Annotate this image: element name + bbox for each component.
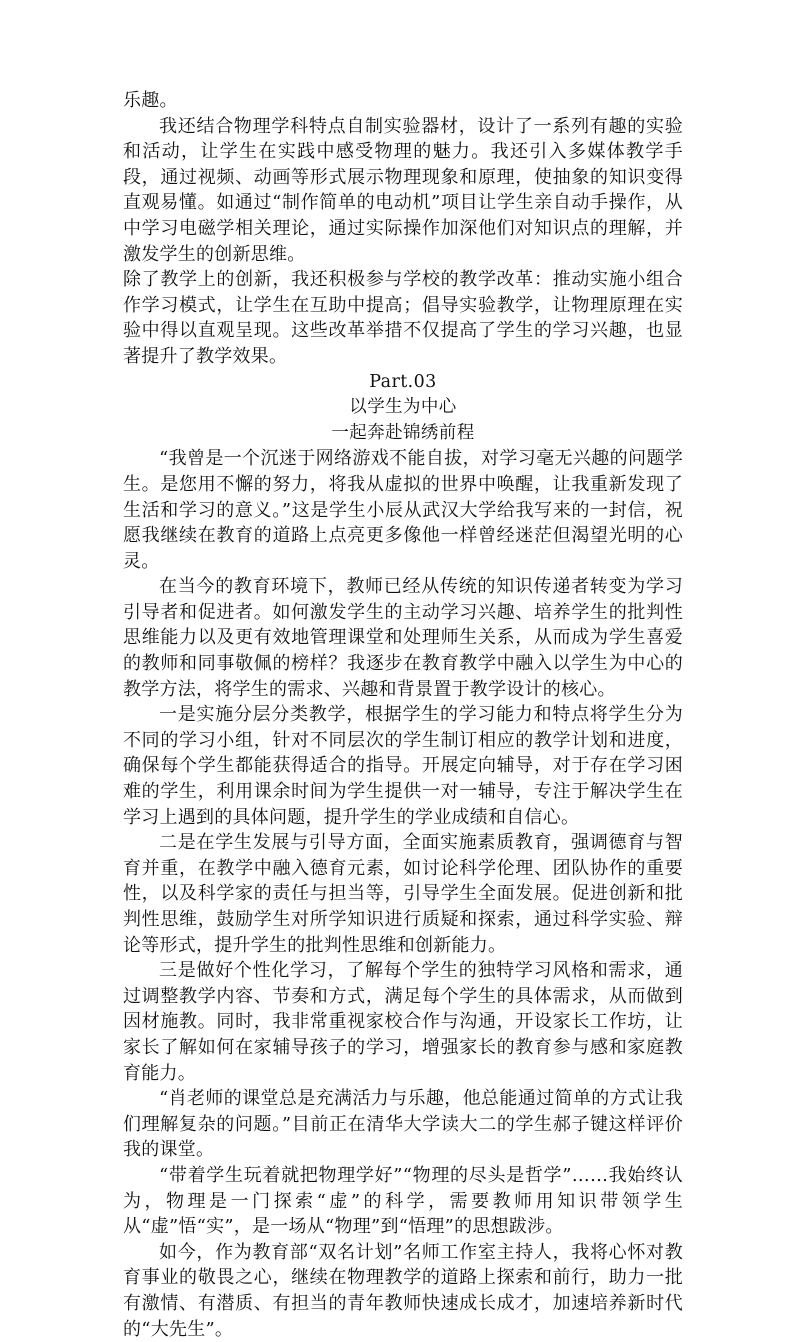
paragraph-physics-philosophy: “带着学生玩着就把物理学好”“物理的尽头是哲学”……我始终认为，物理是一门探索“虚”的科学，需要教师用知识带领学生从“虚”悟“实”，是一场从“物理”到“悟理”的思想跋涉。 (123, 1164, 683, 1238)
section-title: 以学生为中心 (349, 397, 457, 418)
section-subtitle: 一起奔赴锦绣前程 (331, 422, 475, 443)
paragraph-conclusion: 如今，作为教育部“双名计划”名师工作室主持人，我将心怀对教育事业的敬畏之心，继续在物理教学的道路上探索和前行，助力一批有激情、有潜质、有担当的青年教师快速成长成才，加速培养新时代的“大先生”。 (123, 1241, 683, 1340)
paragraph-tiered-teaching: 一是实施分层分类教学，根据学生的学习能力和特点将学生分为不同的学习小组，针对不同层次的学生制订相应的教学计划和进度，确保每个学生都能获得适合的指导。开展定向辅导，对于存在学习困难的学生，利用课余时间为学生提供一对一辅导，专注于解决学生在学习上遇到的具体问题，提升学生的学业成绩和自信心。 (123, 704, 683, 828)
section-heading (123, 370, 683, 447)
section-part-label: Part.03 (369, 371, 437, 392)
paragraph-personalized-learning: 三是做好个性化学习，了解每个学生的独特学习风格和需求，通过调整教学内容、节奏和方式，满足每个学生的具体需求，从而做到因材施教。同时，我非常重视家校合作与沟通，开设家长工作坊，让家长了解如何在家辅导孩子的学习，增强家长的教育参与感和家庭教育能力。 (123, 960, 683, 1084)
paragraph-student-letter: “我曾是一个沉迷于网络游戏不能自拔，对学习毫无兴趣的问题学生。是您用不懈的努力，将我从虚拟的世界中唤醒，让我重新发现了生活和学习的意义。”这是学生小辰从武汉大学给我写来的一封信，祝愿我继续在教育的道路上点亮更多像他一样曾经迷茫但渴望光明的心灵。 (123, 448, 683, 572)
paragraph-reform: 除了教学上的创新，我还积极参与学校的教学改革：推动实施小组合作学习模式，让学生在互助中提高；倡导实验教学，让物理原理在实验中得以直观呈现。这些改革举措不仅提高了学生的学习兴趣，也显著提升了教学效果。 (123, 269, 683, 367)
paragraph-experiments: 我还结合物理学科特点自制实验器材，设计了一系列有趣的实验和活动，让学生在实践中感受物理的魅力。我还引入多媒体教学手段，通过视频、动画等形式展示物理现象和原理，使抽象的知识变得直观易懂。如通过“制作简单的电动机”项目让学生亲自动手操作，从中学习电磁学相关理论，通过实际操作加深他们对知识点的理解，并激发学生的创新思维。 (123, 115, 683, 265)
paragraph-teaching-environment: 在当今的教育环境下，教师已经从传统的知识传递者转变为学习引导者和促进者。如何激发学生的主动学习兴趣、培养学生的批判性思维能力以及更有效地管理课堂和处理师生关系，从而成为学生喜爱的教师和同事敬佩的榜样？我逐步在教育教学中融入以学生为中心的教学方法，将学生的需求、兴趣和背景置于教学设计的核心。 (123, 576, 683, 700)
paragraph-student-quote: “肖老师的课堂总是充满活力与乐趣，他总能通过简单的方式让我们理解复杂的问题。”目前正在清华大学读大二的学生郝子键这样评价我的课堂。 (123, 1088, 683, 1161)
paragraph-student-development: 二是在学生发展与引导方面，全面实施素质教育，强调德育与智育并重，在教学中融入德育元素，如讨论科学伦理、团队协作的重要性，以及科学家的责任与担当等，引导学生全面发展。促进创新和批判性思维，鼓励学生对所学知识进行质疑和探索，通过科学实验、辩论等形式，提升学生的批判性思维和创新能力。 (123, 832, 683, 956)
paragraph-intro-end: 乐趣。 (123, 90, 178, 111)
article-page (123, 88, 683, 1342)
